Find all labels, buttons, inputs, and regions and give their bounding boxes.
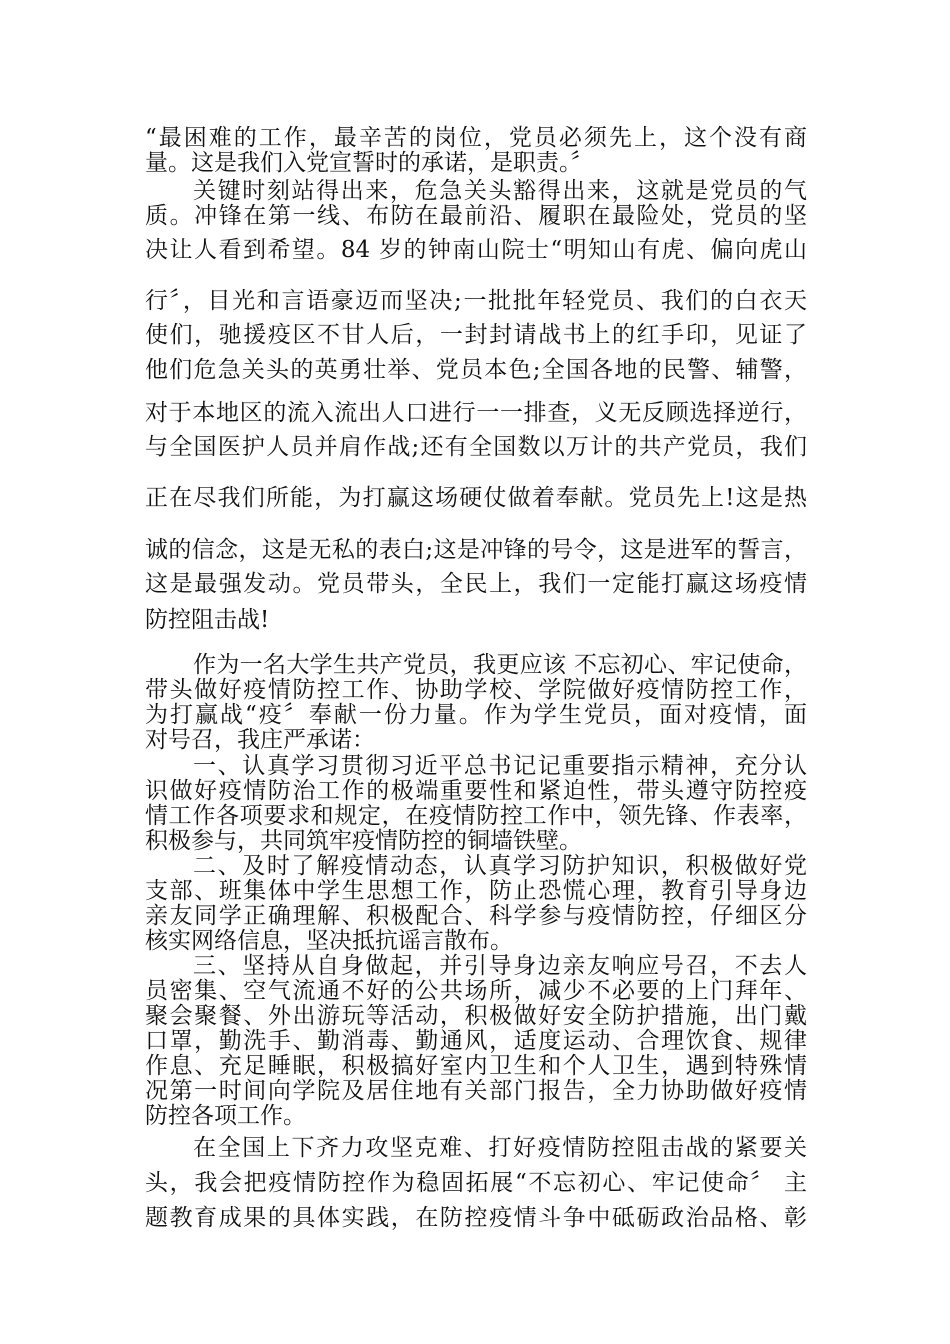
text-line: 行〞，目光和言语豪迈而坚决;一批批年轻党员、我们的白衣天 xyxy=(145,288,807,314)
text-line: 况第一时间向学院及居住地有关部门报告，全力协助做好疫情 xyxy=(145,1078,807,1104)
text-line: 质。冲锋在第一线、布防在最前沿、履职在最险处，党员的坚 xyxy=(145,203,807,229)
text-line: 作息、充足睡眠，积极搞好室内卫生和个人卫生，遇到特殊情 xyxy=(145,1053,807,1079)
text-line: 防控阻击战! xyxy=(145,607,270,633)
text-line: 一、认真学习贯彻习近平总书记记重要指示精神，充分认 xyxy=(193,753,807,779)
text-line: 口罩，勤洗手、勤消毒、勤通风，适度运动、合理饮食、规律 xyxy=(145,1028,807,1054)
text-line: 量。这是我们入党宣誓时的承诺，是职责。〞 xyxy=(145,150,594,176)
text-line: 决让人看到希望。84 岁的钟南山院士“明知山有虎、偏向虎山 xyxy=(145,237,807,263)
text-line: 在全国上下齐力攻坚克难、打好疫情防控阻击战的紧要关 xyxy=(193,1135,807,1161)
text-line: 为打赢战“疫〞奉献一份力量。作为学生党员，面对疫情，面 xyxy=(145,702,807,728)
text-line: 题教育成果的具体实践，在防控疫情斗争中砥砺政治品格、彰 xyxy=(145,1205,807,1231)
text-line: 支部、班集体中学生思想工作，防止恐慌心理，教育引导身边 xyxy=(145,878,807,904)
text-line: 与全国医护人员并肩作战;还有全国数以万计的共产党员，我们 xyxy=(145,434,807,460)
text-line: 聚会聚餐、外出游玩等活动，积极做好安全防护措施，出门戴 xyxy=(145,1003,807,1029)
text-line: 员密集、空气流通不好的公共场所，减少不必要的上门拜年、 xyxy=(145,978,807,1004)
text-line: 关键时刻站得出来，危急关头豁得出来，这就是党员的气 xyxy=(193,178,807,204)
text-line: 核实网络信息，坚决抵抗谣言散布。 xyxy=(145,928,513,954)
text-line: 二、及时了解疫情动态，认真学习防护知识，积极做好党 xyxy=(193,853,807,879)
text-line: 这是最强发动。党员带头，全民上，我们一定能打赢这场疫情 xyxy=(145,571,807,597)
text-line: 作为一名大学生共产党员，我更应该 不忘初心、牢记使命， xyxy=(193,652,807,678)
text-line: 头，我会把疫情防控作为稳固拓展“不忘初心、牢记使命〞 主 xyxy=(145,1170,807,1196)
text-line: 亲友同学正确理解、积极配合、科学参与疫情防控，仔细区分 xyxy=(145,903,807,929)
text-line: 他们危急关头的英勇壮举、党员本色;全国各地的民警、辅警， xyxy=(145,357,807,383)
text-line: 积极参与，共同筑牢疫情防控的铜墙铁壁。 xyxy=(145,828,582,854)
text-line: 三、坚持从自身做起，并引导身边亲友响应号召，不去人 xyxy=(193,953,807,979)
text-line: 正在尽我们所能，为打赢这场硬仗做着奉献。党员先上!这是热 xyxy=(145,485,807,511)
text-line: 防控各项工作。 xyxy=(145,1103,306,1129)
text-line: 带头做好疫情防控工作、协助学校、学院做好疫情防控工作， xyxy=(145,677,807,703)
text-line: 对于本地区的流入流出人口进行一一排查，义无反顾选择逆行， xyxy=(145,400,807,426)
text-line: 情工作各项要求和规定，在疫情防控工作中，领先锋、作表率， xyxy=(145,803,807,829)
text-line: 使们，驰援疫区不甘人后，一封封请战书上的红手印，见证了 xyxy=(145,322,807,348)
text-line: 识做好疫情防治工作的极端重要性和紧迫性，带头遵守防控疫 xyxy=(145,778,807,804)
text-line: 对号召，我庄严承诺： xyxy=(145,727,375,753)
text-line: 诚的信念，这是无私的表白;这是冲锋的号令，这是进军的誓言， xyxy=(145,537,807,563)
text-line: “最困难的工作，最辛苦的岗位，党员必须先上，这个没有商 xyxy=(145,125,807,151)
